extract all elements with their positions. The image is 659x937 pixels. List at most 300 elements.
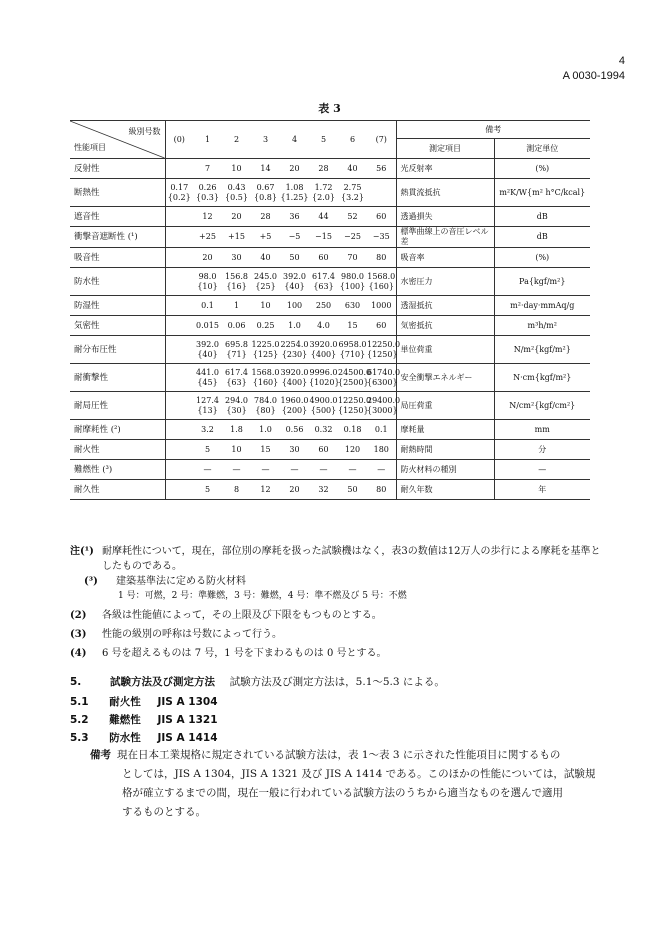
grade-value: [280, 159, 309, 179]
grade-value-text: 1.08: [285, 182, 304, 192]
measurement-item: 吸音率: [396, 248, 494, 268]
grade-value-text: 0.56: [285, 424, 304, 434]
grade-value-text: 28: [260, 211, 271, 221]
measurement-unit: N·cm{kgf/m²}: [494, 364, 590, 392]
grade-value-text: 1000: [371, 300, 392, 310]
grade-value-text: 0.43: [227, 182, 246, 192]
grade-value: [338, 336, 367, 364]
grade-value-text: 1960.0: [280, 395, 309, 405]
measurement-item: 単位荷重: [396, 336, 494, 364]
grade-value: [367, 364, 401, 392]
grade-value: [222, 227, 251, 248]
grade-value-text: {400}: [310, 349, 337, 359]
grade-value-text: 630: [344, 300, 361, 310]
table-row: [70, 159, 590, 179]
grade-value: [222, 364, 251, 392]
grade-header: (7): [367, 121, 396, 159]
grade-value-text: {0.5}: [225, 192, 248, 202]
grade-value: [309, 336, 338, 364]
grade-value-text: {6300}: [367, 377, 398, 387]
item-2-text: 各級は性能値によって，その上限及び下限をもつものとする。: [102, 610, 382, 621]
grade-value: [222, 248, 251, 268]
grade-value-text: 12250.0: [367, 339, 401, 349]
remark-line-3: 格が確立するまでの間，現在一般に行われている試験方法のうちから適当なものを選んで適用: [122, 787, 563, 799]
notes-block: [70, 544, 610, 661]
section-5-2: [70, 712, 630, 728]
grade-value: [165, 364, 193, 392]
grade-value: [367, 268, 396, 296]
grade-value-text: −35: [372, 232, 390, 241]
grade-value: [222, 460, 251, 480]
grade-value-text: 50: [289, 252, 300, 262]
grade-value-text: 20: [202, 252, 213, 262]
remark-line-4: するものとする。: [122, 806, 206, 818]
grade-value: [251, 227, 280, 248]
measurement-item: 光反射率: [396, 159, 494, 179]
grade-value: [280, 268, 309, 296]
measurement-unit: dB: [494, 227, 590, 248]
performance-item: 耐局圧性: [70, 392, 165, 420]
section-5-3-number: 5.3: [70, 732, 89, 744]
grade-value-text: {160}: [368, 281, 394, 291]
grade-value-text: {13}: [197, 405, 218, 415]
performance-grade-table: [70, 120, 590, 500]
grade-value: [309, 159, 338, 179]
grade-value: [338, 268, 367, 296]
measurement-unit: (%): [494, 159, 590, 179]
note-2-tag: (³): [84, 576, 98, 587]
grade-value-text: 32: [318, 484, 329, 494]
grade-value: [367, 207, 396, 227]
grade-value: [193, 336, 222, 364]
grade-value: [309, 480, 338, 500]
measurement-unit: m²K/W{m² h°C/kcal}: [494, 179, 590, 207]
header-diagonal-cell: [70, 121, 165, 159]
grade-value-text: 245.0: [254, 271, 277, 281]
grade-value-text: 40: [260, 252, 271, 262]
grade-value-text: 50: [347, 484, 358, 494]
grade-value: [222, 480, 251, 500]
note-label: 注(¹): [70, 546, 94, 557]
table-row: [70, 460, 590, 480]
grade-value-text: {0.8}: [254, 192, 277, 202]
grade-value-text: 1.72: [314, 182, 333, 192]
table-row: [70, 364, 590, 392]
grade-value: [367, 336, 401, 364]
grade-value: [309, 392, 338, 420]
grade-value-text: 24500.0: [338, 367, 372, 377]
grade-value-text: 120: [344, 444, 361, 454]
performance-item: 耐火性: [70, 440, 165, 460]
grade-value-text: 5: [204, 444, 211, 454]
grade-value-text: 60: [318, 252, 329, 262]
grade-value: [193, 420, 222, 440]
grade-value-text: 4.0: [317, 320, 330, 330]
section-5-1-number: 5.1: [70, 696, 89, 708]
grade-value: [280, 336, 309, 364]
performance-item: 遮音性: [70, 207, 165, 227]
grade-value: [222, 179, 251, 207]
grade-value: [251, 296, 280, 316]
grade-value: [338, 316, 367, 336]
grade-value: [193, 268, 222, 296]
section-5-1: [70, 694, 630, 710]
item-2: [70, 608, 610, 623]
table-row: [70, 336, 590, 364]
grade-value: [222, 159, 251, 179]
grade-value: [251, 392, 280, 420]
grade-value-text: —: [203, 464, 212, 474]
grade-value-text: 80: [376, 252, 387, 262]
grade-value: [280, 440, 309, 460]
grade-value: [193, 207, 222, 227]
page-number: 4: [618, 55, 625, 67]
grade-value-text: 6958.0: [338, 339, 367, 349]
measurement-unit: N/cm²{kgf/cm²}: [494, 392, 590, 420]
grade-value: [251, 460, 280, 480]
grade-value-text: 1568.0: [251, 367, 280, 377]
grade-value-text: 695.8: [225, 339, 248, 349]
grade-header: (0): [165, 121, 193, 159]
grade-value: [251, 248, 280, 268]
method-header: 測定項目: [396, 139, 494, 159]
grade-value-text: 0.25: [256, 320, 275, 330]
performance-item: 衝撃音遮断性 (¹): [70, 227, 165, 248]
grade-value-text: —: [232, 464, 241, 474]
grade-value: [309, 296, 338, 316]
performance-item-label: 性能項目: [74, 143, 106, 152]
grade-value-text: {500}: [310, 405, 337, 415]
grade-value: [251, 179, 280, 207]
table-row: [70, 480, 590, 500]
remark-tag: 備考: [90, 749, 111, 761]
grade-value: [280, 179, 309, 207]
grade-value-text: {25}: [255, 281, 276, 291]
grade-value-text: −5: [288, 232, 301, 241]
table-row: [70, 392, 590, 420]
grade-value: [193, 296, 222, 316]
grade-value-text: 0.17: [170, 182, 189, 192]
measurement-item: 防火材料の種別: [396, 460, 494, 480]
grade-value: [251, 336, 280, 364]
measurement-unit: N/m²{kgf/m²}: [494, 336, 590, 364]
grade-value-text: 1.8: [230, 424, 243, 434]
grade-value-text: {10}: [197, 281, 218, 291]
grade-value: [165, 296, 193, 316]
grade-value-text: 3.2: [201, 424, 214, 434]
measurement-unit: —: [494, 460, 590, 480]
note-2-line-1: 建築基準法に定める防火材料: [116, 576, 246, 587]
grade-value-text: 8: [233, 484, 240, 494]
grade-value: [309, 248, 338, 268]
grade-value-text: 10: [231, 163, 242, 173]
grade-value-text: 3920.0: [280, 367, 309, 377]
grade-value-text: —: [290, 464, 299, 474]
grade-value-text: {30}: [226, 405, 247, 415]
measurement-item: 耐熱時間: [396, 440, 494, 460]
grade-value-text: 0.1: [201, 300, 214, 310]
grade-value-text: {1250}: [338, 405, 369, 415]
measurement-item: 気密抵抗: [396, 316, 494, 336]
grade-value-text: 10: [260, 300, 271, 310]
remarks-header: 備考: [396, 121, 590, 139]
grade-value-text: 4900.0: [309, 395, 338, 405]
remark-block: [90, 746, 630, 822]
grade-header: 3: [251, 121, 280, 159]
grade-value: [280, 296, 309, 316]
grade-value-text: 3920.0: [309, 339, 338, 349]
grade-value-text: {160}: [252, 377, 279, 387]
section-5-2-std: JIS A 1321: [157, 714, 218, 726]
grade-value-text: {40}: [197, 349, 218, 359]
grade-value: [367, 480, 396, 500]
grade-value: [338, 227, 367, 248]
grade-value-text: −25: [344, 232, 361, 241]
table-row: [70, 440, 590, 460]
grade-value: [251, 364, 280, 392]
grade-value-text: 36: [289, 211, 300, 221]
grade-value: [251, 316, 280, 336]
grade-number-label: 級別号数: [128, 127, 161, 136]
note-1-line-1: 耐摩耗性について，現在，部位別の摩耗を扱った試験機はなく，表3の数値は12万人の歩行による摩耗を基準と: [102, 546, 601, 557]
measurement-item: 透過損失: [396, 207, 494, 227]
section-5-3-title: 防水性: [109, 732, 141, 744]
grade-value: [165, 248, 193, 268]
performance-item: 気密性: [70, 316, 165, 336]
grade-value-text: 980.0: [341, 271, 364, 281]
grade-header: 2: [222, 121, 251, 159]
grade-value-text: 1.0: [288, 320, 301, 330]
grade-value-text: 250: [315, 300, 332, 310]
grade-value: [251, 420, 280, 440]
grade-value: [251, 268, 280, 296]
section-5-2-title: 難燃性: [109, 714, 141, 726]
section-5-1-title: 耐火性: [109, 696, 141, 708]
grade-value: [165, 207, 193, 227]
grade-value-text: 20: [231, 211, 242, 221]
item-3: [70, 627, 610, 642]
section-5-title: 試験方法及び測定方法: [109, 676, 215, 688]
grade-value-text: {710}: [339, 349, 366, 359]
grade-value: [367, 392, 401, 420]
grade-value: [165, 179, 193, 207]
performance-item: 耐久性: [70, 480, 165, 500]
document-code: A 0030-1994: [562, 70, 625, 82]
grade-value-text: 392.0: [196, 339, 219, 349]
grade-value: [309, 207, 338, 227]
grade-value: [222, 420, 251, 440]
note-2: [70, 574, 610, 589]
section-5-1-std: JIS A 1304: [157, 696, 218, 708]
grade-value-text: 70: [347, 252, 358, 262]
remark-line-1: [90, 746, 630, 765]
grade-header: 1: [193, 121, 222, 159]
grade-value-text: +15: [228, 232, 245, 241]
grade-value: [309, 316, 338, 336]
grade-value-text: {0.3}: [196, 192, 219, 202]
grade-value-text: 1568.0: [367, 271, 396, 281]
performance-item: 耐摩耗性 (²): [70, 420, 165, 440]
grade-value: [309, 440, 338, 460]
measurement-unit: 分: [494, 440, 590, 460]
grade-value-text: {125}: [252, 349, 279, 359]
grade-value: [367, 179, 396, 207]
grade-value: [338, 159, 367, 179]
grade-value: [193, 159, 222, 179]
grade-value: [222, 392, 251, 420]
grade-value: [251, 480, 280, 500]
measurement-unit: Pa{kgf/m²}: [494, 268, 590, 296]
grade-value-text: {1250}: [367, 349, 398, 359]
grade-value: [309, 460, 338, 480]
section-5-2-number: 5.2: [70, 714, 89, 726]
grade-value: [338, 440, 367, 460]
grade-header: 6: [338, 121, 367, 159]
table-row: [70, 227, 590, 248]
performance-item: 反射性: [70, 159, 165, 179]
grade-value: [338, 248, 367, 268]
grade-value-text: 29400.0: [367, 395, 401, 405]
performance-item: 吸音性: [70, 248, 165, 268]
measurement-item: 摩耗量: [396, 420, 494, 440]
item-4: [70, 646, 610, 661]
table-row: [70, 296, 590, 316]
item-4-text: 6 号を超えるものは 7 号，1 号を下まわるものは 0 号とする。: [102, 648, 387, 659]
grade-value-text: {3.2}: [341, 192, 364, 202]
grade-value: [338, 179, 367, 207]
grade-value-text: 10: [231, 444, 242, 454]
grade-value-text: 14: [260, 163, 271, 173]
grade-value-text: 61740.0: [367, 367, 401, 377]
grade-value-text: 0.015: [196, 320, 219, 330]
grade-value: [367, 420, 396, 440]
grade-value: [367, 440, 396, 460]
item-4-tag: (4): [70, 648, 87, 659]
grade-value-text: 1: [233, 300, 240, 310]
grade-value-text: {16}: [226, 281, 247, 291]
measurement-unit: m²·day·mmAq/g: [494, 296, 590, 316]
measurement-item: 水密圧力: [396, 268, 494, 296]
grade-value-text: 392.0: [283, 271, 306, 281]
grade-value-text: 617.4: [225, 367, 248, 377]
grade-value-text: 60: [376, 211, 387, 221]
grade-value-text: 60: [376, 320, 387, 330]
grade-value-text: +25: [199, 232, 216, 241]
grade-value-text: {1020}: [309, 377, 340, 387]
grade-value: [338, 296, 367, 316]
grade-value-text: +5: [259, 232, 272, 241]
grade-value: [193, 248, 222, 268]
grade-value: [280, 316, 309, 336]
grade-value-text: {230}: [281, 349, 308, 359]
grade-value: [165, 316, 193, 336]
grade-value: [338, 207, 367, 227]
grade-value-text: 127.4: [196, 395, 219, 405]
grade-value-text: 1.0: [259, 424, 272, 434]
grade-value-text: 9996.0: [309, 367, 338, 377]
table-row: [70, 316, 590, 336]
grade-value-text: 0.1: [374, 424, 388, 434]
grade-value: [309, 227, 338, 248]
grade-value: [367, 248, 396, 268]
measurement-item: 透湿抵抗: [396, 296, 494, 316]
grade-value: [280, 207, 309, 227]
grade-value-text: {71}: [226, 349, 247, 359]
table-row: [70, 268, 590, 296]
table-row: [70, 420, 590, 440]
grade-value: [338, 392, 372, 420]
grade-value: [165, 227, 193, 248]
grade-value: [165, 336, 193, 364]
grade-value-text: 40: [347, 163, 358, 173]
section-5-text: 試験方法及び測定方法は，5.1～5.3 による。: [229, 676, 445, 688]
grade-value: [309, 364, 338, 392]
grade-value: [193, 227, 222, 248]
grade-value-text: 100: [286, 300, 303, 310]
grade-value-text: 28: [318, 163, 329, 173]
grade-value-text: 15: [347, 320, 358, 330]
grade-header: 4: [280, 121, 309, 159]
item-3-text: 性能の級別の呼称は号数によって行う。: [102, 629, 282, 640]
measurement-item: 熱貫流抵抗: [396, 179, 494, 207]
grade-value: [338, 364, 372, 392]
grade-value-text: —: [348, 464, 357, 474]
grade-value-text: 0.06: [227, 320, 246, 330]
grade-value: [193, 316, 222, 336]
grade-value: [280, 480, 309, 500]
grade-value-text: 0.67: [256, 182, 275, 192]
grade-value: [367, 316, 396, 336]
grade-value: [338, 460, 367, 480]
grade-value: [165, 159, 193, 179]
note-1: [70, 544, 610, 574]
measurement-item: 安全衝撃エネルギー: [396, 364, 494, 392]
grade-value-text: 44: [318, 211, 329, 221]
measurement-unit: m³h/m²: [494, 316, 590, 336]
grade-value-text: 0.18: [343, 424, 362, 434]
grade-value: [165, 392, 193, 420]
grade-value: [193, 392, 222, 420]
grade-value: [367, 159, 396, 179]
grade-value-text: 2.75: [343, 182, 362, 192]
table-row: [70, 248, 590, 268]
grade-value: [367, 296, 396, 316]
grade-value: [251, 207, 280, 227]
grade-value: [309, 268, 338, 296]
grade-value: [165, 480, 193, 500]
section-5-number: 5.: [70, 676, 82, 688]
grade-value-text: 12: [260, 484, 271, 494]
grade-value-text: 784.0: [254, 395, 277, 405]
grade-value: [193, 460, 222, 480]
table-title: 表 3: [318, 102, 341, 115]
grade-value-text: 60: [318, 444, 329, 454]
grade-value-text: 617.4: [312, 271, 335, 281]
grade-value-text: −15: [315, 232, 332, 241]
grade-value-text: {63}: [226, 377, 247, 387]
grade-value-text: {0.2}: [167, 192, 191, 202]
unit-header: 測定単位: [494, 139, 590, 159]
grade-value: [251, 440, 280, 460]
performance-item: 防湿性: [70, 296, 165, 316]
performance-item: 耐分布圧性: [70, 336, 165, 364]
grade-value-text: {40}: [284, 281, 305, 291]
grade-value-text: 98.0: [198, 271, 217, 281]
grade-value: [280, 392, 309, 420]
table-row: [70, 207, 590, 227]
measurement-item: 標準曲線上の音圧レベル差: [396, 227, 494, 248]
grade-value-text: 7: [204, 163, 211, 173]
